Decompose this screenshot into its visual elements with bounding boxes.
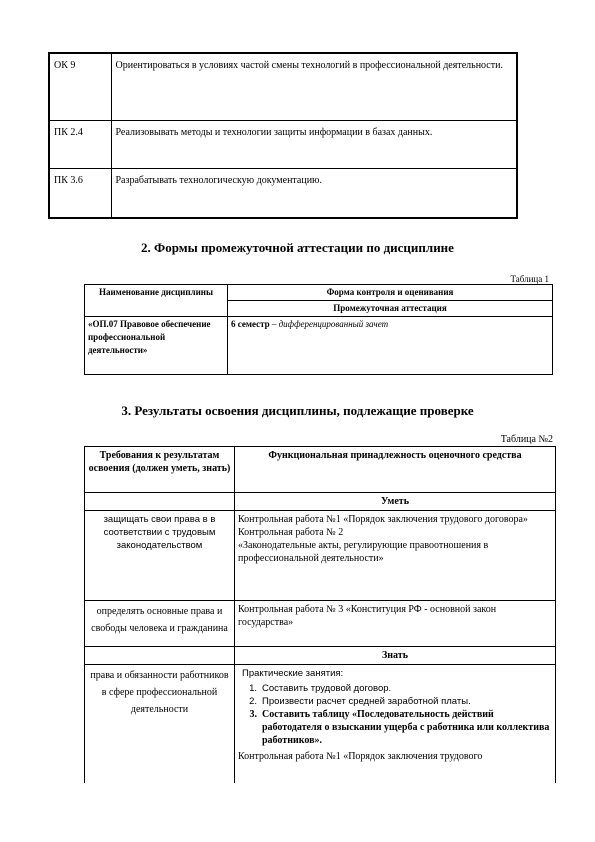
assessment-cell [235,665,556,783]
requirement-cell: права и обязанности работников в сфере профессиональной деятельности [85,665,235,783]
table-row [85,665,556,783]
practice-list [238,682,552,747]
competency-text: Разрабатывать технологическую документацию. [111,168,517,218]
empty-cell [85,647,235,665]
competency-code: ПК 3.6 [49,168,111,218]
attestation-cell [228,317,553,375]
attestation-subheader: Промежуточная аттестация [228,301,553,317]
assessment-line: Контрольная работа №1 «Порядок заключения трудового [238,751,483,762]
requirement-cell: защищать свои права в в соответствии с трудовым законодательством [85,511,235,601]
section-2-heading: 2. Формы промежуточной аттестации по дисциплине [141,240,454,255]
competency-code: ОК 9 [49,53,111,120]
competency-code: ПК 2.4 [49,120,111,168]
item-text: Составить трудовой договор. [262,683,392,694]
assessment-line: Контрольная работа №1 «Порядок заключения трудового договора» [238,514,528,525]
control-form-column-header: Форма контроля и оценивания [228,285,553,301]
assessment-line: Контрольная работа № 3 «Конституция РФ - основной закон государства» [238,604,497,628]
table-row [85,317,553,375]
competency-text: Реализовывать методы и технологии защиты информации в базах данных. [111,120,517,168]
list-item [238,682,552,695]
table-1-caption: Таблица 1 [510,274,549,284]
item-number: 3. [249,709,257,720]
competencies-table [48,52,518,219]
assessment-line: «Законодательные акты, регулирующие правоотношения в профессиональной деятельности» [238,540,489,564]
item-text: Составить таблицу «Последовательность действий работодателя о взыскании ущерба с работника или коллектива работников». [262,709,550,746]
item-text: Произвести расчет средней заработной платы. [262,696,471,707]
results-table [84,446,556,783]
skills-row [85,493,556,511]
table-2-caption: Таблица №2 [500,434,553,445]
table-row [49,120,517,168]
table-row [49,168,517,218]
item-number: 1. [249,683,257,694]
attestation-table [84,284,553,375]
semester-label: 6 семестр [231,319,270,329]
table-row [85,601,556,647]
table-row [49,53,517,120]
assessment-cell [235,601,556,647]
discipline-column-header: Наименование дисциплины [85,285,228,317]
function-column-header: Функциональная принадлежность оценочного средства [235,447,556,493]
dash: – [269,319,279,329]
list-item [238,695,552,708]
section-3-heading: 3. Результаты освоения дисциплины, подлежащие проверке [121,403,474,418]
knowledge-row [85,647,556,665]
requirement-cell: определять основные права и свободы человека и гражданина [85,601,235,647]
table-header-row [85,447,556,493]
discipline-name: «ОП.07 Правовое обеспечение профессиональной деятельности» [85,317,228,375]
list-item [238,708,552,747]
table-row [85,511,556,601]
assessment-type: дифференцированный зачет [278,319,389,329]
knowledge-label: Знать [235,647,556,665]
practice-label: Практические занятия: [242,668,344,679]
table-header-row [85,285,553,301]
competency-text: Ориентироваться в условиях частой смены технологий в профессиональной деятельности. [111,53,517,120]
item-number: 2. [249,696,257,707]
assessment-cell [235,511,556,601]
assessment-line: Контрольная работа № 2 [238,527,344,538]
skills-label: Уметь [235,493,556,511]
requirements-column-header: Требования к результатам освоения (должен уметь, знать) [85,447,235,493]
empty-cell [85,493,235,511]
